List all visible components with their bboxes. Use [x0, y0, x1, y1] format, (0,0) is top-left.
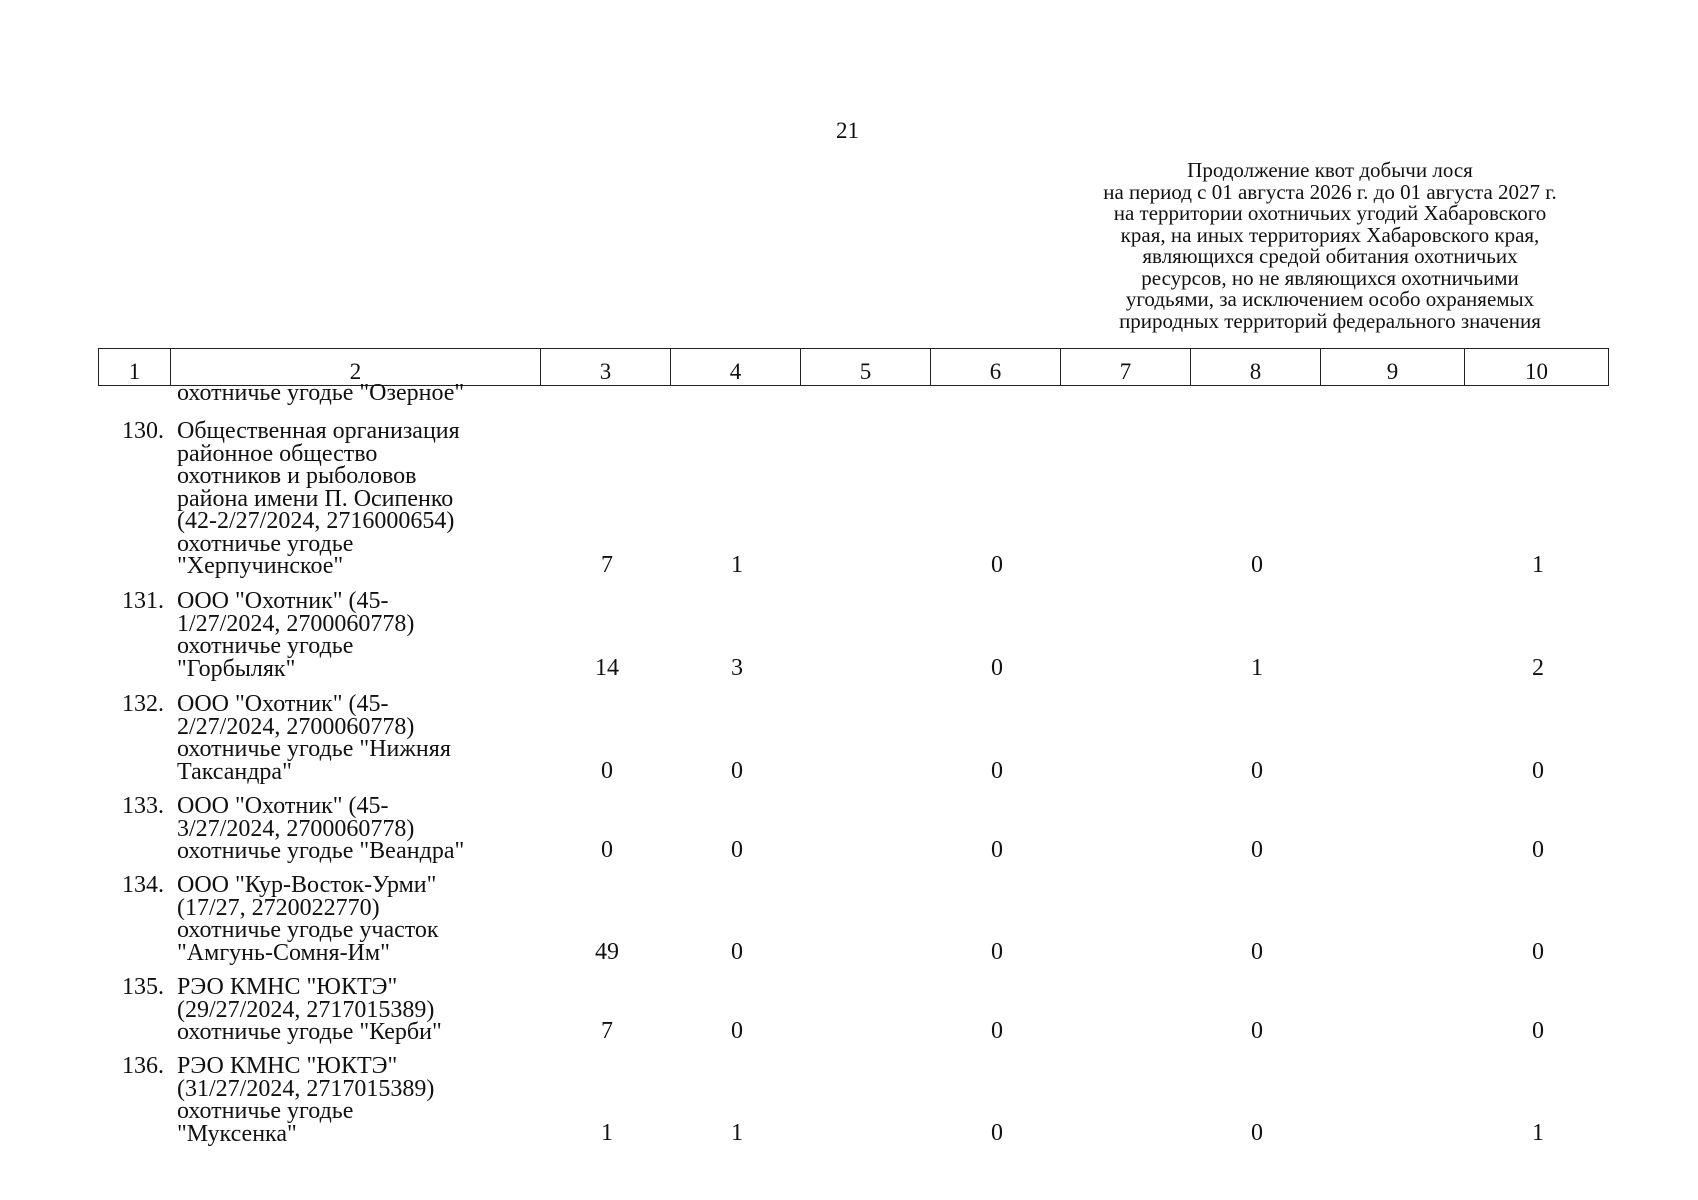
cell-col-6: 0 — [991, 758, 1003, 784]
description-line: ООО "Кур-Восток-Урми" — [177, 872, 437, 898]
description-line: охотничье угодье — [177, 1098, 354, 1124]
cell-col-10: 1 — [1532, 552, 1544, 578]
column-header: 8 — [1191, 349, 1321, 386]
cell-col-10: 2 — [1532, 655, 1544, 681]
page-number: 21 — [836, 118, 859, 143]
cell-col-10: 0 — [1532, 1018, 1544, 1044]
description-line: охотничье угодье "Керби" — [177, 1019, 442, 1045]
cell-col-8: 1 — [1251, 655, 1263, 681]
cell-col-4: 3 — [731, 655, 743, 681]
description-line: 3/27/2024, 2700060778) — [177, 815, 415, 842]
table-caption — [1045, 160, 1615, 332]
description-line: охотничье угодье "Нижняя — [177, 736, 451, 762]
row-number: 132. — [122, 691, 164, 717]
description-line: охотничье угодье — [177, 633, 354, 659]
cell-col-4: 1 — [731, 1120, 743, 1146]
cell-col-4: 0 — [731, 1018, 743, 1044]
table-row — [0, 693, 1698, 783]
table-row — [0, 1055, 1698, 1145]
caption-line: края, на иных территориях Хабаровского края, — [1120, 222, 1540, 247]
cell-col-4: 0 — [731, 837, 743, 863]
column-header: 10 — [1465, 349, 1609, 386]
cell-col-3: 49 — [595, 939, 619, 965]
cell-col-4: 0 — [731, 758, 743, 784]
caption-line: Продолжение квот добычи лося — [1187, 158, 1473, 182]
description-line: (31/27/2024, 2717015389) — [177, 1075, 435, 1102]
description-line: 2/27/2024, 2700060778) — [177, 713, 415, 740]
cell-col-8: 0 — [1251, 552, 1263, 578]
column-header: 7 — [1061, 349, 1191, 386]
description-line: охотничье угодье участок — [177, 917, 439, 943]
table-row — [0, 795, 1698, 862]
description-line: ООО "Охотник" (45- — [177, 588, 389, 614]
cell-col-6: 0 — [991, 655, 1003, 681]
column-header: 3 — [541, 349, 671, 386]
cell-col-8: 0 — [1251, 837, 1263, 863]
cell-col-3: 0 — [601, 837, 613, 863]
cell-col-3: 1 — [601, 1120, 613, 1146]
row-description — [177, 590, 547, 680]
row-number: 134. — [122, 872, 164, 898]
caption-line: природных территорий федерального значения — [1119, 308, 1541, 333]
row-description — [177, 420, 547, 578]
table-row — [0, 590, 1698, 680]
cell-col-8: 0 — [1251, 758, 1263, 784]
row-description — [177, 1055, 547, 1145]
description-line: "Херпучинское" — [177, 553, 344, 579]
row-description — [177, 874, 547, 964]
row-description — [177, 693, 547, 783]
caption-line: ресурсов, но не являющихся охотничьими — [1141, 265, 1519, 290]
cell-col-3: 14 — [595, 655, 619, 681]
cell-col-10: 0 — [1532, 758, 1544, 784]
row-number: 133. — [122, 793, 164, 819]
cell-col-3: 7 — [601, 552, 613, 578]
description-line: 1/27/2024, 2700060778) — [177, 610, 415, 637]
description-line: охотников и рыболовов — [177, 463, 417, 489]
cell-col-10: 0 — [1532, 939, 1544, 965]
row-description — [177, 795, 547, 863]
description-line: (17/27, 2720022770) — [177, 894, 380, 921]
row-number: 131. — [122, 588, 164, 614]
cell-col-10: 1 — [1532, 1120, 1544, 1146]
table-row — [0, 874, 1698, 964]
cell-col-8: 0 — [1251, 1120, 1263, 1146]
continued-row-text: охотничье угодье "Озерное" — [177, 380, 465, 406]
description-line: районное общество — [177, 440, 378, 467]
cell-col-6: 0 — [991, 552, 1003, 578]
column-header: 9 — [1321, 349, 1465, 386]
cell-col-8: 0 — [1251, 939, 1263, 965]
table-row — [0, 976, 1698, 1043]
column-header: 6 — [931, 349, 1061, 386]
description-line: "Муксенка" — [177, 1120, 297, 1147]
cell-col-3: 7 — [601, 1018, 613, 1044]
column-header: 1 — [99, 349, 171, 386]
cell-col-6: 0 — [991, 1120, 1003, 1146]
row-description — [177, 976, 547, 1044]
cell-col-8: 0 — [1251, 1018, 1263, 1044]
cell-col-4: 0 — [731, 939, 743, 965]
description-line: РЭО КМНС "ЮКТЭ" — [177, 974, 398, 1000]
caption-line: угодьями, за исключением особо охраняемых — [1125, 287, 1535, 311]
cell-col-10: 0 — [1532, 837, 1544, 863]
row-number: 136. — [122, 1053, 164, 1079]
description-line: ООО "Охотник" (45- — [177, 793, 389, 819]
description-line: РЭО КМНС "ЮКТЭ" — [177, 1053, 398, 1079]
description-line: "Горбыляк" — [177, 655, 296, 682]
caption-line: на территории охотничьих угодий Хабаровского — [1113, 201, 1547, 225]
table-row — [0, 420, 1698, 577]
caption-line: на период с 01 августа 2026 г. до 01 августа 2027 г. — [1103, 179, 1557, 204]
caption-line: являющихся средой обитания охотничьих — [1142, 244, 1518, 268]
cell-col-6: 0 — [991, 837, 1003, 863]
description-line: (42-2/27/2024, 2716000654) — [177, 508, 455, 534]
cell-col-3: 0 — [601, 758, 613, 784]
description-line: (29/27/2024, 2717015389) — [177, 996, 435, 1023]
description-line: Таксандра" — [177, 758, 292, 785]
description-line: "Амгунь-Сомня-Им" — [177, 939, 390, 966]
description-line: ООО "Охотник" (45- — [177, 691, 389, 717]
row-number: 130. — [122, 418, 164, 444]
description-line: охотничье угодье "Веандра" — [177, 838, 465, 864]
cell-col-6: 0 — [991, 1018, 1003, 1044]
column-header: 2 — [171, 349, 541, 386]
row-number: 135. — [122, 974, 164, 1000]
cell-col-6: 0 — [991, 939, 1003, 965]
description-line: охотничье угодье — [177, 530, 354, 557]
cell-col-4: 1 — [731, 552, 743, 578]
description-line: Общественная организация — [177, 418, 460, 444]
column-header: 5 — [801, 349, 931, 386]
description-line: района имени П. Осипенко — [177, 485, 454, 512]
column-header: 4 — [671, 349, 801, 386]
